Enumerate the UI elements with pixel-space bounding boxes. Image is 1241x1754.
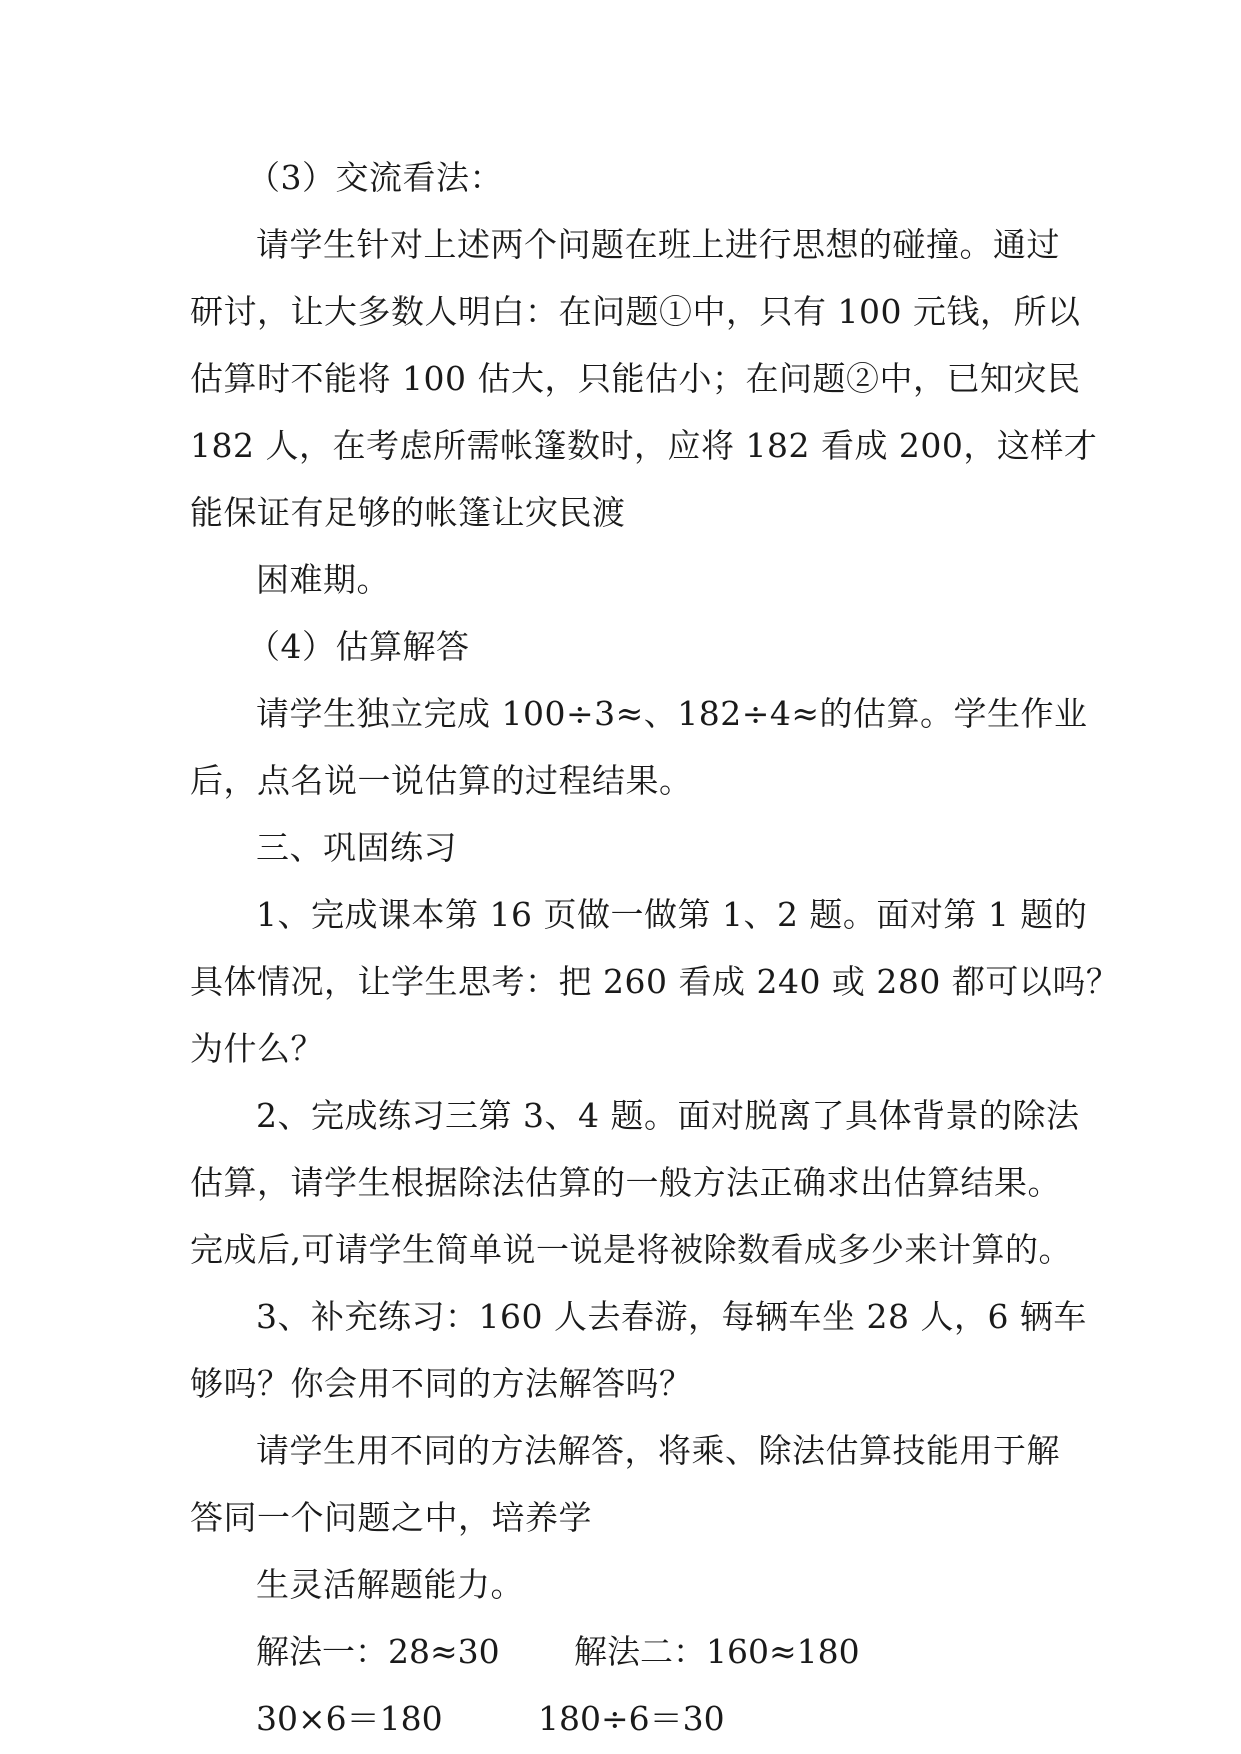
solution-calc-row (190, 1689, 1060, 1748)
section-heading-practice: 三、巩固练习 (256, 828, 457, 867)
paragraph-line: 请学生用不同的方法解答，将乘、除法估算技能用于解 (256, 1431, 1060, 1470)
paragraph-line: 请学生独立完成 100÷3≈、182÷4≈的估算。学生作业 (256, 694, 1088, 733)
paragraph-line: 估算时不能将 100 估大，只能估小；在问题②中，已知灾民 (190, 359, 1081, 398)
paragraph-line: 请学生针对上述两个问题在班上进行思想的碰撞。通过 (256, 225, 1060, 264)
paragraph-line: 182 人，在考虑所需帐篷数时，应将 182 看成 200，这样才 (190, 426, 1098, 465)
document-body (190, 148, 1120, 1748)
paragraph-line: 具体情况，让学生思考：把 260 看成 240 或 280 都可以吗？ (190, 962, 1120, 1001)
method2-calc: 180÷6＝30 (538, 1699, 725, 1738)
paragraph-line: 后，点名说一说估算的过程结果。 (190, 761, 693, 800)
heading-estimate-answer: （4）估算解答 (247, 627, 470, 666)
paragraph-line: 1、完成课本第 16 页做一做第 1、2 题。面对第 1 题的 (256, 895, 1088, 934)
paragraph-line: 2、完成练习三第 3、4 题。面对脱离了具体背景的除法 (256, 1096, 1080, 1135)
paragraph-line: 为什么？ (190, 1029, 324, 1068)
paragraph-line: 估算，请学生根据除法估算的一般方法正确求出估算结果。 (190, 1163, 1061, 1202)
paragraph-line: 研讨，让大多数人明白：在问题①中，只有 100 元钱，所以 (190, 292, 1081, 331)
solution-labels-row (190, 1622, 1060, 1681)
method1-calc: 30×6＝180 (256, 1699, 443, 1738)
heading-exchange-views: （3）交流看法： (247, 158, 503, 197)
paragraph-line: 生灵活解题能力。 (256, 1565, 524, 1604)
paragraph-line: 能保证有足够的帐篷让灾民渡 (190, 493, 626, 532)
method2-label: 解法二：160≈180 (574, 1632, 860, 1671)
paragraph-line: 答同一个问题之中，培养学 (190, 1498, 592, 1537)
paragraph-line: 够吗？你会用不同的方法解答吗？ (190, 1364, 693, 1403)
method1-label: 解法一：28≈30 (256, 1632, 500, 1671)
paragraph-line: 困难期。 (256, 560, 390, 599)
paragraph-line: 完成后,可请学生简单说一说是将被除数看成多少来计算的。 (190, 1230, 1072, 1269)
paragraph-line: 3、补充练习：160 人去春游，每辆车坐 28 人，6 辆车 (256, 1297, 1087, 1336)
